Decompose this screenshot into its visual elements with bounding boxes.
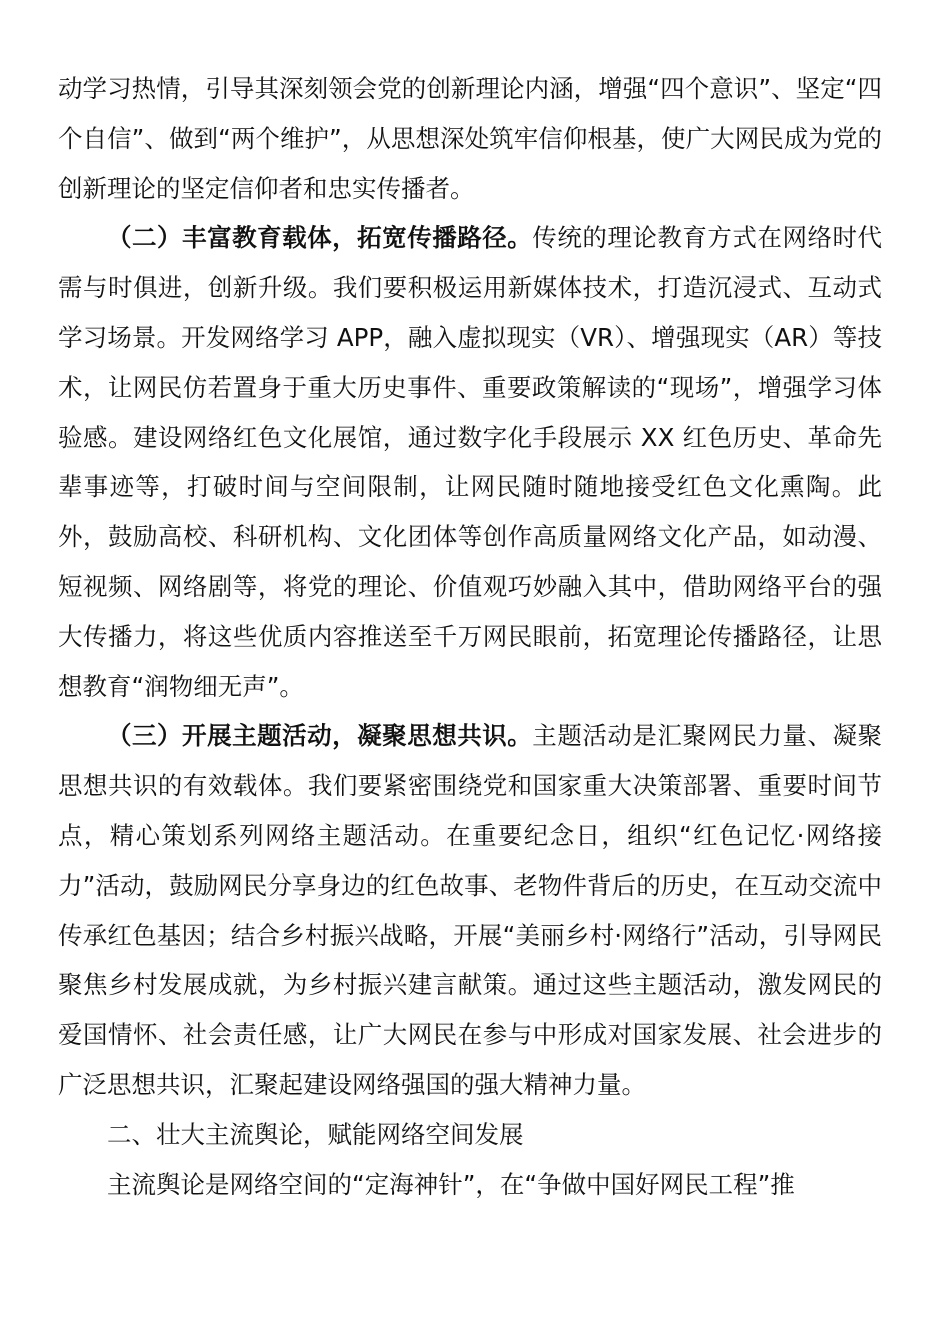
section-heading: [58, 1110, 882, 1160]
section-heading-text: 二、壮大主流舆论，赋能网络空间发展: [107, 1119, 524, 1149]
paragraph-3-text: 主题活动是汇聚网民力量、凝聚思想共识的有效载体。我们要紧密围绕党和国家重大决策部署、重要时间节点，精心策划系列网络主题活动。在重要纪念日，组织“红色记忆·网络接力”活动，鼓励网民分享身边的红色故事、老物件背后的历史，在互动交流中传承红色基因；结合乡村振兴战略，开展“美丽乡村·网络行”活动，引导网民聚焦乡村发展成就，为乡村振兴建言献策。通过这些主题活动，激发网民的爱国情怀、社会责任感，让广大网民在参与中形成对国家发展、社会进步的广泛思想共识，汇聚起建设网络强国的强大精神力量。: [58, 721, 883, 1099]
paragraph-1-text: 动学习热情，引导其深刻领会党的创新理论内涵，增强“四个意识”、坚定“四个自信”、做到“两个维护”，从思想深处筑牢信仰根基，使广大网民成为党的创新理论的坚定信仰者和忠实传播者。: [58, 74, 882, 203]
paragraph-2: [58, 213, 882, 711]
paragraph-2-text: 传统的理论教育方式在网络时代需与时俱进，创新升级。我们要积极运用新媒体技术，打造沉浸式、互动式学习场景。开发网络学习 APP，融入虚拟现实（VR）、增强现实（AR）等技术，让网民仿若置身于重大历史事件、重要政策解读的“现场”，增强学习体验感。建设网络红色文化展馆，通过数字化手段展示 XX 红色历史、革命先辈事迹等，打破时间与空间限制，让网民随时随地接受红色文化熏陶。此外，鼓励高校、科研机构、文化团体等创作高质量网络文化产品，如动漫、短视频、网络剧等，将党的理论、价值观巧妙融入其中，借助网络平台的强大传播力，将这些优质内容推送至千万网民眼前，拓宽理论传播路径，让思想教育“润物细无声”。: [58, 223, 883, 701]
document-page: [58, 64, 882, 1209]
paragraph-3-heading: （三）开展主题活动，凝聚思想共识。: [107, 721, 533, 751]
paragraph-5: [58, 1160, 882, 1210]
paragraph-5-text: 主流舆论是网络空间的“定海神针”，在“争做中国好网民工程”推: [107, 1169, 795, 1199]
paragraph-2-heading: （二）丰富教育载体，拓宽传播路径。: [107, 223, 533, 253]
paragraph-3: [58, 711, 882, 1109]
paragraph-1: [58, 64, 882, 213]
